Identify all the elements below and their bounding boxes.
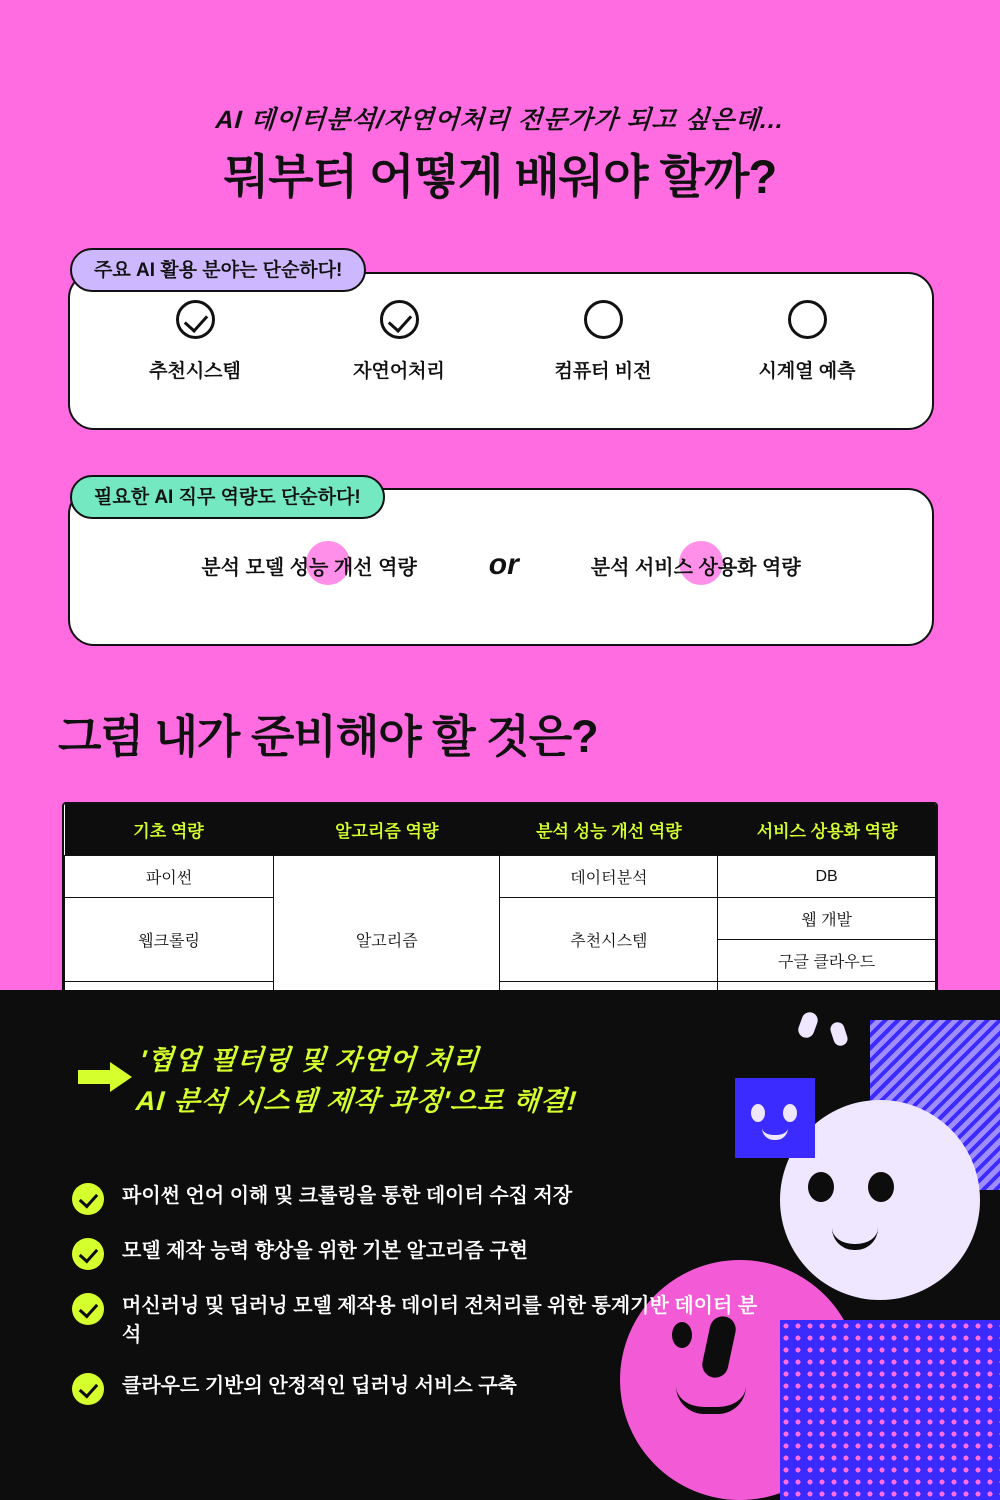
section-title: 그럼 내가 준비해야 할 것은? [58, 711, 598, 762]
smile-icon [762, 1128, 788, 1140]
empty-circle-icon [584, 300, 623, 339]
check-icon [72, 1238, 104, 1270]
table-cell: 알고리즘 [274, 856, 500, 1024]
eye-icon [783, 1104, 797, 1122]
table-header-cell: 기초 역량 [65, 804, 274, 856]
table-cell: 데이터분석 [500, 856, 718, 898]
list-item-label: 시계열 예측 [758, 361, 856, 382]
callout-line-2: AI 분석 시스템 제작 과정'으로 해결! [134, 1085, 579, 1116]
check-icon [72, 1293, 104, 1325]
kicker-text: AI 데이터분석/자연어처리 전문가가 되고 싶은데... [214, 106, 786, 134]
card-ai-skills-tag: 필요한 AI 직무 역량도 단순하다! [70, 475, 385, 519]
table-cell: 추천시스템 [500, 898, 718, 982]
benefit-list [72, 1182, 772, 1427]
list-item [120, 300, 270, 383]
table-cell: 구글 클라우드 [718, 940, 936, 982]
spark-decoration [829, 1020, 850, 1047]
ai-fields-list [68, 300, 934, 383]
page-title: 뭐부터 어떻게 배워야 할까? [223, 150, 777, 203]
eye-icon [751, 1104, 765, 1122]
list-item-label: 모델 제작 능력 향상을 위한 기본 알고리즘 구현 [122, 1240, 528, 1262]
eye-icon [808, 1172, 834, 1202]
list-item-label: 자연어처리 [353, 361, 445, 382]
table-header-cell: 알고리즘 역량 [274, 804, 500, 856]
card-ai-fields-tag: 주요 AI 활용 분야는 단순하다! [70, 248, 366, 292]
dot-pattern-decoration [780, 1320, 1000, 1500]
list-item [72, 1237, 772, 1270]
list-item [324, 300, 474, 383]
empty-circle-icon [788, 300, 827, 339]
spark-decoration [796, 1010, 820, 1040]
or-separator: or [488, 548, 519, 581]
ai-skills-row [68, 548, 934, 582]
list-item-label: 머신러닝 및 딥러닝 모델 제작용 데이터 전처리를 위한 통계기반 데이터 분석 [122, 1295, 758, 1346]
check-icon [72, 1373, 104, 1405]
eye-icon [868, 1172, 894, 1202]
callout-line-1: '협업 필터링 및 자연어 처리 [138, 1045, 481, 1075]
check-circle-icon [176, 300, 215, 339]
list-item-label: 파이썬 언어 이해 및 크롤링을 통한 데이터 수집 저장 [122, 1185, 573, 1207]
table-row [65, 898, 936, 940]
table-cell: 웹크롤링 [65, 898, 274, 982]
table-cell: 웹 개발 [718, 898, 936, 940]
callout-text [134, 1040, 582, 1121]
table-header-row [65, 804, 936, 856]
list-item-label: 추천시스템 [149, 361, 241, 382]
table-cell: 파이썬 [65, 856, 274, 898]
table-header-cell: 서비스 상용화 역량 [718, 804, 936, 856]
list-item [72, 1182, 772, 1215]
smile-icon [832, 1228, 878, 1250]
check-icon [72, 1183, 104, 1215]
list-item-label: 클라우드 기반의 안정적인 딥러닝 서비스 구축 [122, 1375, 517, 1397]
list-item [528, 300, 678, 383]
list-item [732, 300, 882, 383]
list-item-label: 컴퓨터 비전 [554, 361, 652, 382]
list-item [72, 1372, 772, 1405]
table-header-cell: 분석 성능 개선 역량 [500, 804, 718, 856]
skill-right: 분석 서비스 상용화 역량 [591, 551, 801, 580]
skill-left: 분석 모델 성능 개선 역량 [201, 551, 416, 580]
table-cell: DB [718, 856, 936, 898]
list-item [72, 1292, 772, 1350]
blue-square-decoration [735, 1078, 815, 1158]
check-circle-icon [380, 300, 419, 339]
